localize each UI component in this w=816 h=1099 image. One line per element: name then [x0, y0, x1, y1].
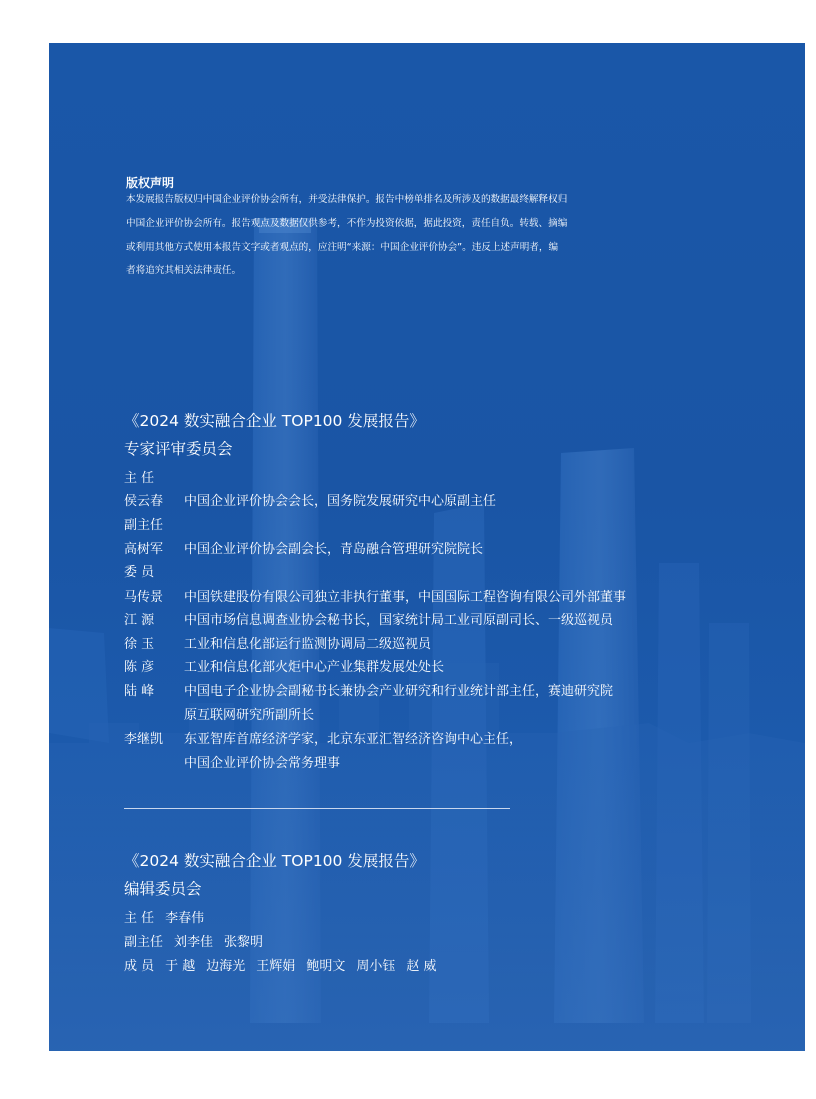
member-desc-continuation: 原互联网研究所副所长 — [184, 708, 315, 723]
expert-member-row — [124, 633, 431, 653]
editorial-report-title: 《2024 数实融合企业 TOP100 发展报告》 — [124, 852, 425, 870]
expert-members-label: 委 员 — [124, 565, 155, 580]
expert-report-title: 《2024 数实融合企业 TOP100 发展报告》 — [124, 412, 425, 430]
member-name: 李春伟 — [165, 911, 205, 926]
member-name: 马传景 — [124, 590, 164, 605]
expert-member-row — [124, 656, 444, 676]
member-name: 陆 峰 — [124, 684, 155, 699]
expert-director-row — [124, 490, 496, 510]
editorial-director-row — [124, 907, 215, 926]
expert-deputy-label: 副主任 — [124, 518, 164, 533]
member-desc-continuation: 中国企业评价协会常务理事 — [184, 756, 341, 771]
member-name: 张黎明 — [224, 935, 264, 950]
role-label: 主 任 — [124, 911, 155, 926]
copyright-line-4: 者将追究其相关法律责任。 — [126, 265, 242, 276]
copyright-line-1: 本发展报告版权归中国企业评价协会所有，并受法律保护。报告中榜单排名及所涉及的数据最终解释权归 — [126, 194, 568, 205]
copyright-line-2: 中国企业评价协会所有。报告观点及数据仅供参考，不作为投资依据，据此投资，责任自负。转载、摘编 — [126, 218, 568, 229]
expert-committee-title: 专家评审委员会 — [124, 440, 233, 458]
member-desc: 中国市场信息调查业协会秘书长，国家统计局工业司原副司长、一级巡视员 — [184, 613, 614, 628]
expert-member-row — [124, 609, 613, 629]
editorial-deputy-row — [124, 931, 274, 950]
member-name: 李继凯 — [124, 732, 164, 747]
copyright-title: 版权声明 — [126, 176, 175, 190]
member-name: 王辉娟 — [256, 959, 296, 974]
member-desc: 工业和信息化部火炬中心产业集群发展处处长 — [184, 660, 445, 675]
member-name: 鲍明文 — [306, 959, 346, 974]
editorial-committee-title: 编辑委员会 — [124, 880, 202, 898]
member-name: 刘李佳 — [174, 935, 214, 950]
expert-director-label: 主 任 — [124, 471, 155, 486]
expert-member-row — [124, 680, 613, 700]
role-label: 副主任 — [124, 935, 164, 950]
member-name: 陈 彦 — [124, 660, 155, 675]
member-desc: 工业和信息化部运行监测协调局二级巡视员 — [184, 637, 432, 652]
member-desc: 中国电子企业协会副秘书长兼协会产业研究和行业统计部主任，赛迪研究院 — [184, 684, 614, 699]
member-name: 高树军 — [124, 542, 164, 557]
role-label: 成 员 — [124, 959, 155, 974]
copyright-line-3: 或利用其他方式使用本报告文字或者观点的，应注明“来源：中国企业评价协会”。违反上述声明者，编 — [126, 242, 559, 253]
expert-member-row — [124, 728, 522, 748]
member-desc: 中国企业评价协会副会长，青岛融合管理研究院院长 — [184, 542, 484, 557]
member-name: 徐 玉 — [124, 637, 155, 652]
member-desc: 东亚智库首席经济学家，北京东亚汇智经济咨询中心主任， — [184, 732, 523, 747]
member-name: 边海光 — [206, 959, 246, 974]
cover-panel — [49, 43, 805, 1051]
member-name: 于 越 — [165, 959, 196, 974]
expert-deputy-row — [124, 538, 483, 558]
member-name: 周小钰 — [356, 959, 396, 974]
member-desc: 中国铁建股份有限公司独立非执行董事，中国国际工程咨询有限公司外部董事 — [184, 590, 627, 605]
member-name: 赵 威 — [406, 959, 437, 974]
section-divider — [124, 808, 510, 809]
expert-member-row — [124, 586, 626, 606]
member-name: 侯云春 — [124, 494, 164, 509]
member-desc: 中国企业评价协会会长，国务院发展研究中心原副主任 — [184, 494, 497, 509]
member-name: 江 源 — [124, 613, 155, 628]
editorial-members-row — [124, 955, 447, 974]
